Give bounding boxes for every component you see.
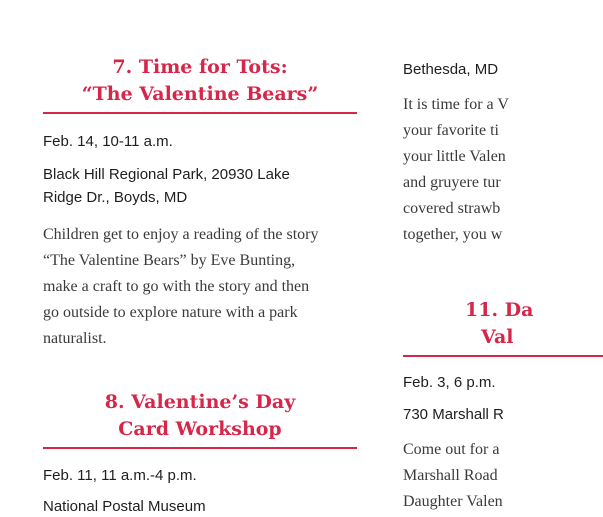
event-8-date: Feb. 11, 11 a.m.-4 p.m.	[43, 467, 197, 484]
right-description-line: together, you w	[403, 226, 503, 243]
event-7-location	[43, 163, 357, 209]
event-7-title: 7. Time for Tots: “The Valentine Bears”	[43, 54, 357, 114]
event-7-date: Feb. 14, 10-11 a.m.	[43, 133, 173, 150]
event-7-description	[43, 222, 363, 352]
right-description-line: covered strawb	[403, 200, 501, 217]
event-11-description-line: Come out for a	[403, 441, 500, 458]
event-7-location-line1: Black Hill Regional Park, 20930 Lake	[43, 166, 290, 183]
event-11-title: 11. Da Val	[403, 297, 603, 357]
event-7-description-line: “The Valentine Bears” by Eve Bunting,	[43, 252, 296, 269]
event-8-location: National Postal Museum	[43, 498, 206, 515]
event-11-date: Feb. 3, 6 p.m.	[403, 374, 496, 391]
right-description-line: and gruyere tur	[403, 174, 501, 191]
event-7-description-line: go outside to explore nature with a park	[43, 304, 298, 321]
event-11-description-line: Marshall Road	[403, 467, 498, 484]
right-description-line: It is time for a V	[403, 96, 509, 113]
event-11-description-line: Daughter Valen	[403, 493, 503, 510]
right-description	[403, 92, 603, 248]
right-description-line: your little Valen	[403, 148, 506, 165]
event-8-title: 8. Valentine’s Day Card Workshop	[43, 389, 357, 449]
event-7-location-line2: Ridge Dr., Boyds, MD	[43, 189, 188, 206]
event-7-description-line: make a craft to go with the story and then	[43, 278, 310, 295]
right-location-top: Bethesda, MD	[403, 61, 499, 78]
event-11-location: 730 Marshall R	[403, 406, 504, 423]
right-description-line: your favorite ti	[403, 122, 499, 139]
event-7-description-line: Children get to enjoy a reading of the story	[43, 226, 319, 243]
event-7-description-line: naturalist.	[43, 330, 107, 347]
event-11-description	[403, 437, 603, 515]
